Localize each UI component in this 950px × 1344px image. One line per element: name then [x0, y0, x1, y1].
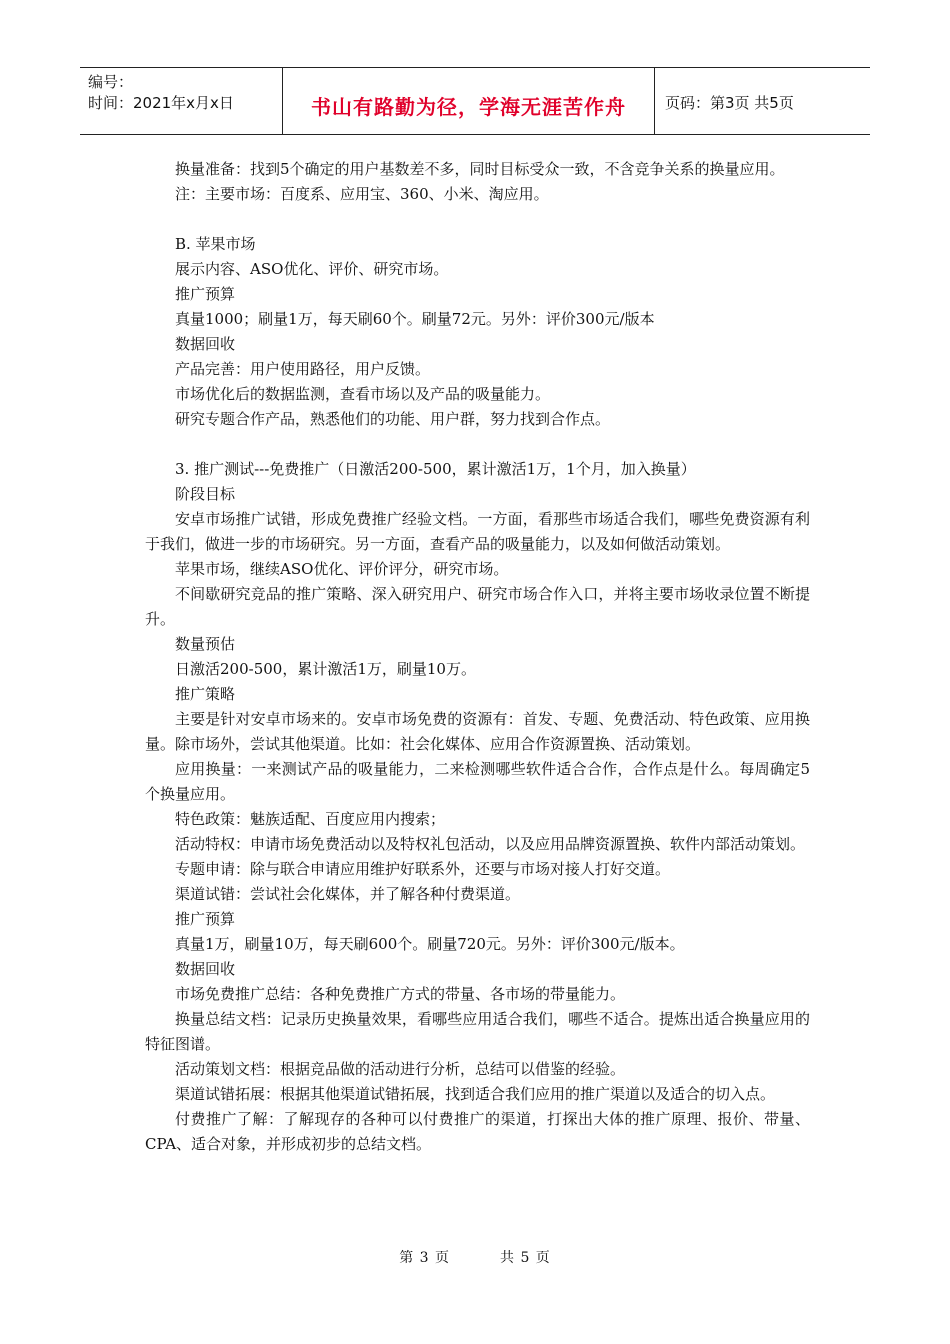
header-motto: 书山有路勤为径，学海无涯苦作舟	[283, 68, 655, 134]
subheading: 数据回收	[175, 335, 236, 353]
paragraph: 真量1000；刷量1万，每天刷60个。刷量72元。另外：评价300元/版本	[175, 310, 655, 328]
paragraph: 付费推广了解：了解现存的各种可以付费推广的渠道，打探出大体的推广原理、报价、带量、CPA、适合对象，并形成初步的总结文档。	[145, 1110, 810, 1153]
paragraph: 换量总结文档：记录历史换量效果，看哪些应用适合我们，哪些不适合。提炼出适合换量应用的特征图谱。	[145, 1010, 810, 1053]
paragraph: 研究专题合作产品，熟悉他们的功能、用户群，努力找到合作点。	[175, 410, 611, 428]
subheading: 数量预估	[175, 635, 236, 653]
paragraph: 主要是针对安卓市场来的。安卓市场免费的资源有：首发、专题、免费活动、特色政策、应用换量。除市场外，尝试其他渠道。比如：社会化媒体、应用合作资源置换、活动策划。	[145, 710, 810, 753]
document-body	[145, 157, 810, 1157]
doc-time: 时间：2021年x月x日	[88, 94, 234, 112]
page-header	[80, 67, 870, 135]
page-footer	[0, 1247, 950, 1267]
paragraph: 换量准备：找到5个确定的用户基数差不多，同时目标受众一致，不含竞争关系的换量应用。	[175, 160, 785, 178]
footer-total-pages: 共 5 页	[500, 1250, 551, 1266]
footer-page-number: 第 3 页	[399, 1250, 450, 1266]
paragraph: 专题申请：除与联合申请应用维护好联系外，还要与市场对接人打好交道。	[175, 860, 671, 878]
section-heading: B. 苹果市场	[175, 235, 256, 253]
subheading: 数据回收	[175, 960, 236, 978]
header-page-info: 页码：第3页 共5页	[665, 94, 794, 112]
paragraph: 活动策划文档：根据竞品做的活动进行分析，总结可以借鉴的经验。	[175, 1060, 626, 1078]
header-meta	[80, 68, 283, 134]
subheading: 推广预算	[175, 910, 236, 928]
section-heading: 3. 推广测试---免费推广（日激活200-500，累计激活1万，1个月，加入换量）	[175, 460, 696, 478]
subheading: 阶段目标	[175, 485, 236, 503]
paragraph: 渠道试错拓展：根据其他渠道试错拓展，找到适合我们应用的推广渠道以及适合的切入点。	[175, 1085, 776, 1103]
doc-number: 编号：	[88, 73, 134, 91]
paragraph: 市场免费推广总结：各种免费推广方式的带量、各市场的带量能力。	[175, 985, 626, 1003]
paragraph: 渠道试错：尝试社会化媒体，并了解各种付费渠道。	[175, 885, 521, 903]
paragraph: 注：主要市场：百度系、应用宝、360、小米、淘应用。	[175, 185, 549, 203]
paragraph: 日激活200-500，累计激活1万，刷量10万。	[175, 660, 476, 678]
paragraph: 活动特权：申请市场免费活动以及特权礼包活动，以及应用品牌资源置换、软件内部活动策划。	[175, 835, 806, 853]
subheading: 推广策略	[175, 685, 236, 703]
paragraph: 市场优化后的数据监测，查看市场以及产品的吸量能力。	[175, 385, 551, 403]
paragraph: 苹果市场，继续ASO优化、评价评分，研究市场。	[175, 560, 509, 578]
paragraph: 特色政策：魅族适配、百度应用内搜索；	[175, 810, 446, 828]
paragraph: 产品完善：用户使用路径，用户反馈。	[175, 360, 431, 378]
subheading: 推广预算	[175, 285, 236, 303]
blank-line	[145, 432, 810, 457]
paragraph: 应用换量：一来测试产品的吸量能力，二来检测哪些软件适合合作，合作点是什么。每周确定5个换量应用。	[145, 760, 810, 803]
paragraph: 展示内容、ASO优化、评价、研究市场。	[175, 260, 449, 278]
paragraph: 不间歇研究竞品的推广策略、深入研究用户、研究市场合作入口，并将主要市场收录位置不断提升。	[145, 585, 810, 628]
blank-line	[145, 207, 810, 232]
paragraph: 真量1万，刷量10万，每天刷600个。刷量720元。另外：评价300元/版本。	[175, 935, 685, 953]
paragraph: 安卓市场推广试错，形成免费推广经验文档。一方面，看那些市场适合我们，哪些免费资源有利于我们，做进一步的市场研究。另一方面，查看产品的吸量能力，以及如何做活动策划。	[145, 510, 810, 553]
